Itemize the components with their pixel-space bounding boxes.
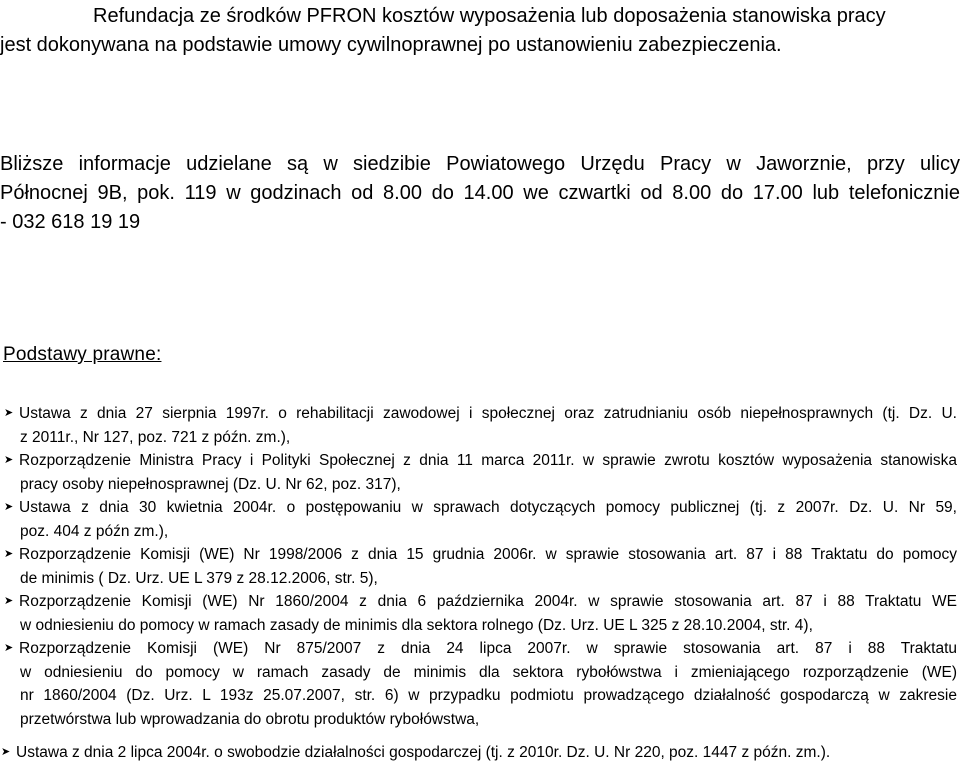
list-item-line: przetwórstwa lub wprowadzania do obrotu produktów rybołówstwa,: [20, 710, 480, 728]
intro-line: Refundacja ze środków PFRON kosztów wyposażenia lub doposażenia stanowiska pracy: [93, 5, 886, 27]
list-item: [4, 449, 957, 496]
legal-basis-heading: Podstawy prawne:: [3, 344, 162, 365]
info-line: - 032 618 19 19: [0, 211, 141, 233]
list-item-line: poz. 404 z późn zm.),: [20, 522, 169, 540]
arrow-bullet-icon: ➤: [4, 454, 14, 466]
arrow-bullet-icon: ➤: [4, 595, 14, 607]
info-paragraph: [0, 150, 960, 237]
list-item: [4, 543, 957, 590]
list-item: [4, 496, 957, 543]
list-item-line: pracy osoby niepełnosprawnej (Dz. U. Nr 62, poz. 317),: [20, 475, 401, 493]
arrow-bullet-icon: ➤: [4, 642, 14, 654]
intro-line: jest dokonywana na podstawie umowy cywilnoprawnej po ustanowieniu zabezpieczenia.: [0, 34, 782, 56]
info-line: Północnej 9B, pok. 119 w godzinach od 8.00 do 14.00 we czwartki od 8.00 do 17.00 lub telefonicznie: [0, 182, 960, 204]
list-item-line: de minimis ( Dz. Urz. UE L 379 z 28.12.2006, str. 5),: [20, 569, 378, 587]
list-item-line: Ustawa z dnia 30 kwietnia 2004r. o postępowaniu w sprawach dotyczących pomocy publicznej (tj. z 2007r. Dz. U. Nr 59,: [19, 499, 957, 516]
list-item: [4, 590, 957, 637]
list-item-line: w odniesieniu do pomocy w ramach zasady de minimis dla sektora rolnego (Dz. Urz. UE L 325 z 28.10.2004, str. 4),: [20, 616, 813, 634]
list-item: [1, 741, 957, 765]
list-item-line: Rozporządzenie Komisji (WE) Nr 1860/2004 z dnia 6 października 2004r. w sprawie stosowania art. 87 i 88 Traktatu WE: [19, 593, 957, 610]
list-item-line: Rozporządzenie Ministra Pracy i Polityki Społecznej z dnia 11 marca 2011r. w sprawie zwrotu kosztów wyposażenia stanowiska: [19, 452, 957, 469]
list-item-line: z 2011r., Nr 127, poz. 721 z późn. zm.),: [20, 428, 291, 446]
list-item-line: nr 1860/2004 (Dz. Urz. L 193z 25.07.2007, str. 6) w przypadku podmiotu prowadzącego działalność gospodarczą w zakresie: [20, 687, 957, 704]
arrow-bullet-icon: ➤: [1, 746, 11, 758]
intro-paragraph: [0, 2, 960, 60]
list-item: [4, 402, 957, 449]
legal-basis-list: [1, 402, 957, 765]
list-item-line: Ustawa z dnia 27 sierpnia 1997r. o rehabilitacji zawodowej i społecznej oraz zatrudnianiu osób niepełnosprawnych (tj. Dz. U.: [19, 405, 957, 422]
info-line: Bliższe informacje udzielane są w siedzibie Powiatowego Urzędu Pracy w Jaworznie, przy ulicy: [0, 153, 960, 175]
list-item-line: Rozporządzenie Komisji (WE) Nr 1998/2006 z dnia 15 grudnia 2006r. w sprawie stosowania art. 87 i 88 Traktatu do pomocy: [19, 546, 957, 563]
list-item: [4, 637, 957, 731]
list-item-line: w odniesieniu do pomocy w ramach zasady de minimis dla sektora rybołówstwa i zmieniającego rozporządzenie (WE): [20, 663, 957, 681]
arrow-bullet-icon: ➤: [4, 407, 14, 419]
arrow-bullet-icon: ➤: [4, 501, 14, 513]
list-item-line: Ustawa z dnia 2 lipca 2004r. o swobodzie działalności gospodarczej (tj. z 2010r. Dz. U. Nr 220, poz. 1447 z późn. zm.).: [16, 744, 831, 761]
list-item-line: Rozporządzenie Komisji (WE) Nr 875/2007 z dnia 24 lipca 2007r. w sprawie stosowania art. 87 i 88 Traktatu: [19, 640, 957, 657]
arrow-bullet-icon: ➤: [4, 548, 14, 560]
